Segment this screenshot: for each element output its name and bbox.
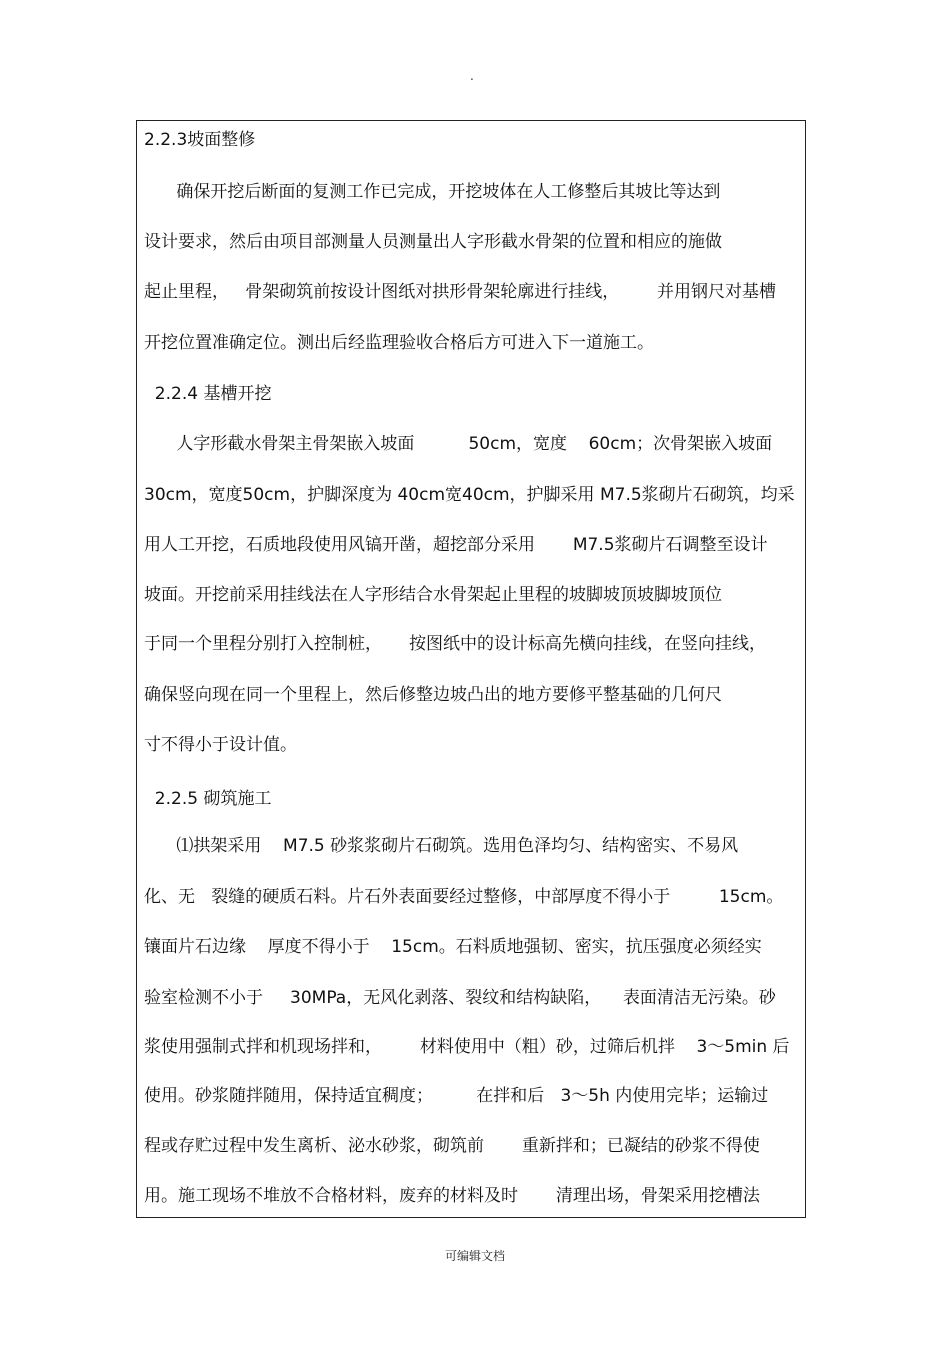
paragraph-line: 开挖位置准确定位。测出后经监理验收合格后方可进入下一道施工。 <box>144 333 654 353</box>
paragraph-line: 30cm，宽度50cm，护脚深度为 40cm宽40cm，护脚采用 M7.5浆砌片石砌筑，均采 <box>144 485 795 505</box>
top-mark: . <box>470 69 474 83</box>
paragraph-line: 用。施工现场不堆放不合格材料，废弃的材料及时 清理出场，骨架采用挖槽法 <box>144 1186 760 1206</box>
paragraph-line: 浆使用强制式拌和机现场拌和， 材料使用中（粗）砂，过筛后机拌 3～5min 后 <box>144 1037 790 1057</box>
section-heading: 2.2.4 基槽开挖 <box>144 384 272 404</box>
page-footer: 可编辑文档 <box>444 1249 505 1263</box>
section-heading: 2.2.5 砌筑施工 <box>144 789 272 809</box>
paragraph-line: 化、无 裂缝的硬质石料。片石外表面要经过整修，中部厚度不得小于 15cm。 <box>144 887 784 907</box>
paragraph-line: 人字形截水骨架主骨架嵌入坡面 50cm，宽度 60cm；次骨架嵌入坡面 <box>144 434 773 454</box>
paragraph-line: 坡面。开挖前采用挂线法在人字形结合水骨架起止里程的坡脚坡顶坡脚坡顶位 <box>144 585 722 605</box>
paragraph-line: 设计要求，然后由项目部测量人员测量出人字形截水骨架的位置和相应的施做 <box>144 232 722 252</box>
paragraph-line: 起止里程， 骨架砌筑前按设计图纸对拱形骨架轮廓进行挂线， 并用钢尺对基槽 <box>144 282 777 302</box>
paragraph-line: ⑴拱架采用 M7.5 砂浆浆砌片石砌筑。选用色泽均匀、结构密实、不易风 <box>144 836 739 856</box>
paragraph-line: 确保竖向现在同一个里程上，然后修整边坡凸出的地方要修平整基础的几何尺 <box>144 685 722 705</box>
paragraph-line: 镶面片石边缘 厚度不得小于 15cm。石料质地强韧、密实，抗压强度必须经实 <box>144 937 762 957</box>
paragraph-line: 于同一个里程分别打入控制桩， 按图纸中的设计标高先横向挂线，在竖向挂线， <box>144 634 767 654</box>
paragraph-line: 使用。砂浆随拌随用，保持适宜稠度； 在拌和后 3～5h 内使用完毕；运输过 <box>144 1086 769 1106</box>
paragraph-line: 程或存贮过程中发生离析、泌水砂浆，砌筑前 重新拌和；已凝结的砂浆不得使 <box>144 1136 760 1156</box>
section-heading: 2.2.3坡面整修 <box>144 130 256 150</box>
paragraph-line: 验室检测不小于 30MPa，无风化剥落、裂纹和结构缺陷， 表面清洁无污染。砂 <box>144 988 776 1008</box>
paragraph-line: 用人工开挖，石质地段使用风镐开凿，超挖部分采用 M7.5浆砌片石调整至设计 <box>144 535 768 555</box>
paragraph-line: 寸不得小于设计值。 <box>144 735 297 755</box>
paragraph-line: 确保开挖后断面的复测工作已完成，开挖坡体在人工修整后其坡比等达到 <box>144 182 721 202</box>
